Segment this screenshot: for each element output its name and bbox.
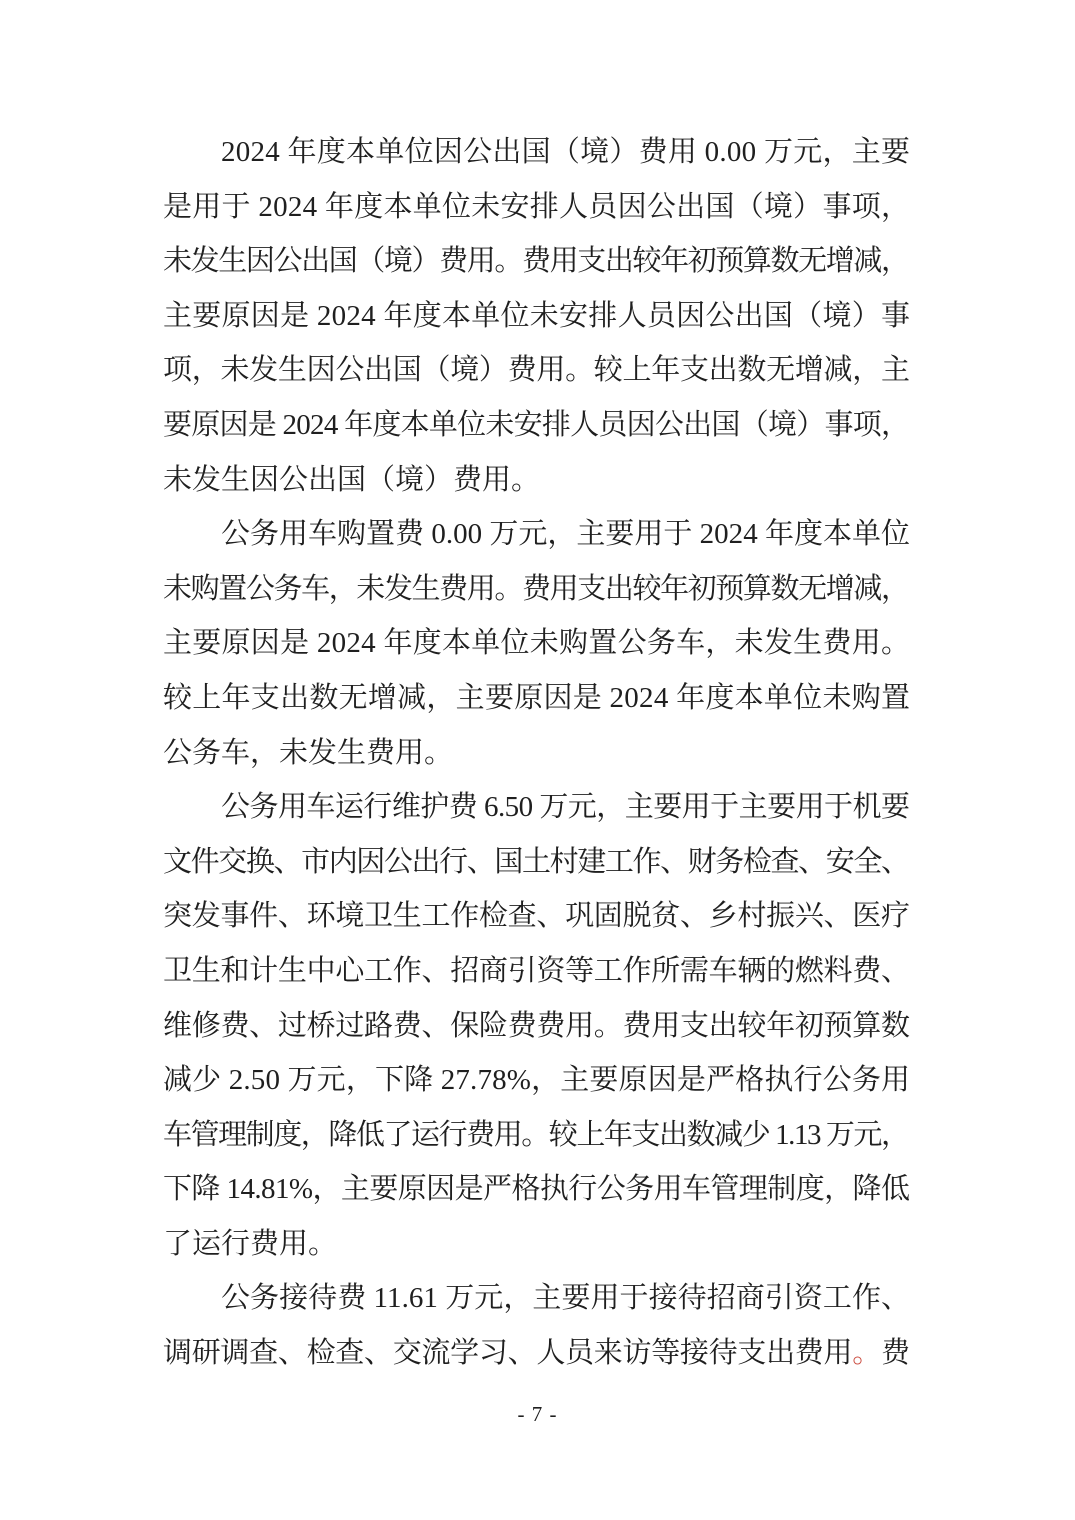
text-segment: 公务接待费 11.61 万元，主要用于接待招商引资工作、 bbox=[221, 1282, 911, 1315]
text-line bbox=[163, 1217, 910, 1272]
text-segment: 项，未发生因公出国（境）费用。较上年支出数无增减，主 bbox=[163, 354, 910, 387]
text-segment: 要原因是 2024 年度本单位未安排人员因公出国（境）事项， bbox=[163, 408, 910, 441]
text-segment: 公务用车运行维护费 6.50 万元，主要用于主要用于机要 bbox=[221, 791, 910, 824]
text-segment: 文件交换、市内因公出行、国土村建工作、财务检查、安全、 bbox=[163, 845, 909, 878]
text-line bbox=[163, 835, 910, 890]
text-line bbox=[163, 889, 910, 944]
text-line bbox=[163, 780, 910, 835]
text-segment: 主要原因是 2024 年度本单位未购置公务车，未发生费用。 bbox=[163, 627, 911, 660]
text-line bbox=[163, 125, 910, 180]
text-line bbox=[163, 1162, 910, 1217]
page-footer bbox=[0, 1402, 1075, 1427]
text-segment: 调研调查、检查、交流学习、人员来访等接待支出费用 bbox=[163, 1337, 853, 1370]
text-line bbox=[163, 726, 910, 781]
text-segment: 是用于 2024 年度本单位未安排人员因公出国（境）事项， bbox=[163, 190, 911, 223]
text-line bbox=[163, 616, 910, 671]
text-segment: 卫生和计生中心工作、招商引资等工作所需车辆的燃料费、 bbox=[163, 954, 910, 987]
text-segment: 维修费、过桥过路费、保险费费用。费用支出较年初预算数 bbox=[163, 1009, 910, 1042]
text-line bbox=[163, 1326, 910, 1381]
text-segment: 公务车，未发生费用。 bbox=[163, 736, 454, 769]
text-segment: 费 bbox=[880, 1337, 910, 1370]
text-line bbox=[163, 343, 910, 398]
text-segment: 车管理制度，降低了运行费用。较上年支出数减少 1.13 万元， bbox=[163, 1118, 909, 1151]
text-segment: 2024 年度本单位因公出国（境）费用 0.00 万元，主要 bbox=[221, 136, 911, 168]
text-line bbox=[163, 234, 910, 289]
text-line bbox=[163, 1053, 910, 1108]
text-segment: 较上年支出数无增减，主要原因是 2024 年度本单位未购置 bbox=[163, 681, 911, 714]
text-segment: 下降 14.81%，主要原因是严格执行公务用车管理制度，降低 bbox=[163, 1173, 910, 1206]
text-line bbox=[163, 999, 910, 1054]
text-line bbox=[163, 398, 910, 453]
text-line bbox=[163, 1271, 910, 1326]
text-line bbox=[163, 507, 910, 562]
text-segment: 未购置公务车，未发生费用。费用支出较年初预算数无增减， bbox=[163, 572, 909, 605]
paragraph bbox=[163, 780, 910, 1271]
text-segment: 了运行费用。 bbox=[163, 1227, 338, 1260]
paragraph bbox=[163, 1271, 910, 1380]
text-segment: 未发生因公出国（境）费用。 bbox=[163, 463, 541, 496]
text-line bbox=[163, 944, 910, 999]
text-segment: 未发生因公出国（境）费用。费用支出较年初预算数无增减， bbox=[163, 245, 909, 278]
text-segment: 公务用车购置费 0.00 万元，主要用于 2024 年度本单位 bbox=[221, 518, 910, 551]
text-line bbox=[163, 180, 910, 235]
document-body bbox=[163, 125, 910, 1381]
paragraph bbox=[163, 507, 910, 780]
text-line bbox=[163, 453, 910, 508]
text-segment: 突发事件、环境卫生工作检查、巩固脱贫、乡村振兴、医疗 bbox=[163, 900, 910, 933]
text-segment: 减少 2.50 万元，下降 27.78%，主要原因是严格执行公务用 bbox=[163, 1064, 911, 1097]
paragraph bbox=[163, 125, 910, 507]
text-line bbox=[163, 1108, 910, 1163]
text-line bbox=[163, 671, 910, 726]
text-line bbox=[163, 289, 910, 344]
red-period: 。 bbox=[852, 1337, 881, 1370]
text-segment: 主要原因是 2024 年度本单位未安排人员因公出国（境）事 bbox=[163, 299, 911, 332]
text-line bbox=[163, 562, 910, 617]
page-number: - 7 - bbox=[517, 1402, 558, 1426]
